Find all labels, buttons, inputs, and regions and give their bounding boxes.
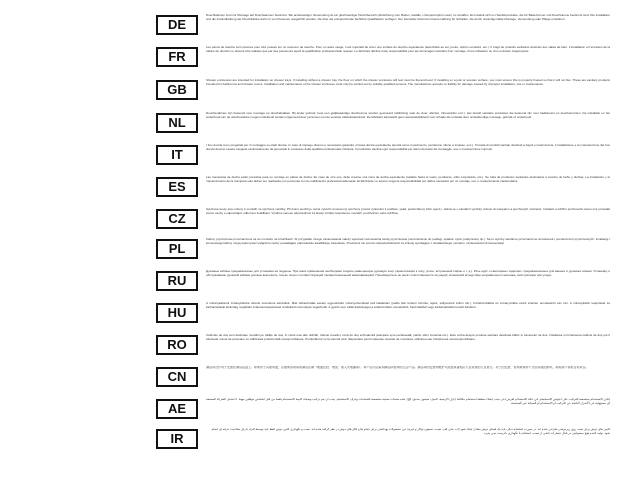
language-text: Kabiny prysznicowe przeznaczone są do montażu na brodzikach. W przypadku innego zastosowania należy wykonać równoważną strefę prysznicową (uszczelnienie do podłogi, spadek, syfon podtynkowy itp.). Są to wyroby sanitarne przeznaczone do łazienek i pomieszczeń prysznicowych. Instalację i konserwację kabiny mogą wykonywać wyłącznie osoby posiadające odpowiednie kwalifikacje zawodowe. Producent nie ponosi odpowiedzialności za szkody wynikające z niewłaściwego montażu, użytkowania lub konserwacji. <box>206 238 610 245</box>
language-row-ir <box>158 428 610 454</box>
language-text: I box doccia sono progettati per il montaggio su piatti doccia. In caso di impiego diverso è necessario garantire un'area doccia equivalente (tenuta verso il pavimento, pendenza, sifone a incasso, ecc.). Si tratta di prodotti sanitari destinati a bagni e locali doccia. L'installazione e la manutenzione del box doccia devono essere eseguite esclusivamente da personale in possesso della qualifica professionale richiesta. Il produttore declina ogni responsabilità per danni derivanti da montaggio, uso o manutenzione impropri. <box>206 144 610 151</box>
language-text: کابین های دوش برای نصب روی زیردوشی طراحی شده اند. در صورت استفاده دیگر، باید یک فضای دوش معادل ایجاد شود (آب بندی کف، شیب، سیفون توکار و غیره). این محصولات بهداشتی برای حمام ها و اتاق های دوش در نظر گرفته شده اند. نصب و نگهداری کابین دوش فقط باید توسط افراد دارای صلاحیت حرفه ای انجام شود. تولید کننده هیچ مسئولیتی در قبال خسارات ناشی از نصب، استفاده یا نگهداری نادرست نمی پذیرد. <box>211 428 610 435</box>
language-text: Las mamparas de ducha están previstas para su montaje en platos de ducha. En caso de otro uso, debe crearse una zona de ducha equivalente (sellado hacia el suelo, pendiente, sifón empotrado, etc.). Se trata de productos sanitarios destinados a cuartos de baño y duchas. La instalación y el mantenimiento de la mampara solo deben ser realizados por personas con la cualificación profesional adecuada. El fabricante no asume ninguna responsabilidad por daños causados por un montaje, uso o mantenimiento inadecuados. <box>206 176 610 183</box>
language-text: Cabinele de duș sunt destinate montării pe cădițe de duș. În cazul unei alte utilizări, trebuie creată o zonă de duș echivalentă (etanșare spre pardoseală, pantă, sifon încastrat etc.). Este vorba despre produse sanitare destinate băilor și camerelor de duș. Instalarea și întreținerea cabinei de duș pot fi efectuate numai de persoane cu calificarea profesională corespunzătoare. Producătorul nu își asumă nicio răspundere pentru daunele cauzate de montarea, utilizarea sau întreținerea necorespunzătoare. <box>206 334 610 341</box>
language-text: Duschkabinen sind zur Montage auf Duschwannen bestimmt. Bei anderweitiger Verwendung ist ein gleichwertiger Duschbereich (Abdichtung zum Boden, Gefälle, Unterputzsiphon usw.) zu schaffen. Es handelt sich um Sanitärprodukte, die für Badezimmer und Duschräume bestimmt sind. Die Installation und die Instandhaltung der Duschkabine darf nur von Personen ausgeführt werden, die über die entsprechende fachliche Qualifikation verfügen. Der Hersteller übernimmt keine Haftung für Schäden, die durch unsachgemäße Montage, Verwendung oder Pflege entstehen. <box>206 14 610 21</box>
language-row-gb <box>158 79 610 105</box>
language-text: Sprchové kouty jsou určeny k montáži na sprchové vaničky. Při jiném použití je nutné vytvořit rovnocenný sprchový prostor (utěsnění k podlaze, spád, podomítkový sifon apod.). Jedná se o sanitární výrobky určené do koupelen a sprchových místností. Instalaci a údržbu sprchového koutu smí provádět pouze osoby s odpovídající odbornou kvalifikací. Výrobce nenese odpovědnost za škody vzniklé nesprávnou montáží, používáním nebo údržbou. <box>206 208 610 215</box>
language-code: FR <box>156 47 198 67</box>
language-text: 淋浴房设计用于安装在淋浴底盘上。如果用于其他用途，必须建造同等的淋浴区域（地面密封、坡度、嵌入式地漏等）。本产品为浴室和淋浴间使用的卫浴产品。淋浴房的安装和维护只能由具备相应专业资质的人员进行。对于因安装、使用或保养不当而造成的损坏，制造商不承担任何责任。 <box>206 366 589 369</box>
language-text: Les parois de douche sont prévues pour être posées sur un receveur de douche. Pour un autre usage, il est impératif de créer une surface de douche équivalente (étanchéité au sol, pente, siphon encastré, etc.). Il s'agit de produits sanitaires destinés aux salles de bain. L'installation et l'entretien de la cabine de douche ne doivent être réalisés que par des personnes ayant la qualification professionnelle requise. Le fabricant décline toute responsabilité pour les dommages résultant d'un montage, d'une utilisation ou d'un entretien inappropriés. <box>206 46 610 53</box>
language-code: ES <box>156 177 198 197</box>
language-code: RU <box>156 271 198 291</box>
language-text: Shower enclosures are intended for installation on shower trays. If installing without a shower tray, the floor on which the shower enclosure will rest must be flat and level. If installing on a joist or wooden surface, you must ensure this is properly braced so that it will not flex. These are sanitary products intended for bathrooms and shower rooms. Installation and maintenance of the shower enclosure must only be carried out by suitably qualified persons. The manufacturer accepts no liability for damage caused by improper installation, use or maintenance. <box>206 79 610 86</box>
language-text: Душевые кабины предназначены для установки на поддоны. При ином применении необходимо создать равноценную душевую зону (герметизация к полу, уклон, встроенный сифон и т. д.). Речь идёт о санитарных изделиях, предназначенных для ванных и душевых комнат. Установку и обслуживание душевой кабины должны выполнять только лица с соответствующей профессиональной квалификацией. Производитель не несёт ответственности за ущерб, возникший вследствие неправильного монтажа, эксплуатации или ухода. <box>206 270 610 277</box>
language-text: Douchecabines zijn bestemd voor montage op douchebakken. Bij ander gebruik moet een gelijkwaardige douchezone worden gecreëerd (afdichting naar de vloer, afschot, inbouwsifon enz.). Het betreft sanitaire producten die bestemd zijn voor badkamers en doucheruimten. De installatie en het onderhoud van de douchecabine mogen uitsluitend worden uitgevoerd door personen met de vereiste vakbekwaamheid. De fabrikant aanvaardt geen aansprakelijkheid voor schade die ontstaat door ondeskundige montage, gebruik of onderhoud. <box>206 112 610 119</box>
language-code: DE <box>156 15 198 35</box>
language-code: GB <box>156 80 198 100</box>
language-row-ru <box>158 270 610 296</box>
language-row-nl <box>158 112 610 138</box>
language-row-hu <box>158 302 610 328</box>
language-code: HU <box>156 303 198 323</box>
language-row-ro <box>158 334 610 360</box>
language-row-cz <box>158 208 610 234</box>
language-row-de <box>158 14 610 40</box>
language-code: IR <box>156 429 198 449</box>
language-row-it <box>158 144 610 170</box>
language-code: PL <box>156 239 198 259</box>
language-row-pl <box>158 238 610 264</box>
language-row-ae <box>158 398 610 424</box>
language-code: CN <box>156 367 198 387</box>
language-code: NL <box>156 113 198 133</box>
language-row-cn <box>158 366 610 392</box>
language-text: كبائن الاستحمام مخصصة للتركيب على أحواض الاستحمام. في حالة الاستخدام لغرض آخر، يجب إنشاء منطقة استحمام مكافئة (عزل الأرضية، الميل، سيفون مدمج، إلخ). هذه منتجات صحية مخصصة للحمامات وغرف الاستحمام. يجب أن يتم تركيب وصيانة كابينة الاستحمام فقط من قبل أشخاص مؤهلين مهنياً. لا تتحمل الشركة المصنعة أي مسؤولية عن الأضرار الناتجة عن التركيب أو الاستخدام أو الصيانة غير الصحيحة. <box>206 398 610 405</box>
language-code: RO <box>156 335 198 355</box>
language-text: A zuhanykabinok zuhanytálcára történő szerelésre készültek. Más felhasználás esetén egyenértékű zuhanyzóterületet kell kialakítani (padló felé történő tömítés, lejtés, süllyesztett szifon stb.). Fürdőszobákba és zuhanyzókba szánt szaniter termékekről van szó. A zuhanykabin telepítését és karbantartását kizárólag megfelelő szakmai képesítéssel rendelkező személyek végezhetik. A gyártó nem vállal felelősséget a szakszerűtlen szerelésből, használatból vagy karbantartásból eredő károkért. <box>206 302 610 309</box>
language-code: AE <box>156 399 198 419</box>
language-code: IT <box>156 145 198 165</box>
language-row-fr <box>158 46 610 72</box>
language-code: CZ <box>156 209 198 229</box>
language-row-es <box>158 176 610 202</box>
